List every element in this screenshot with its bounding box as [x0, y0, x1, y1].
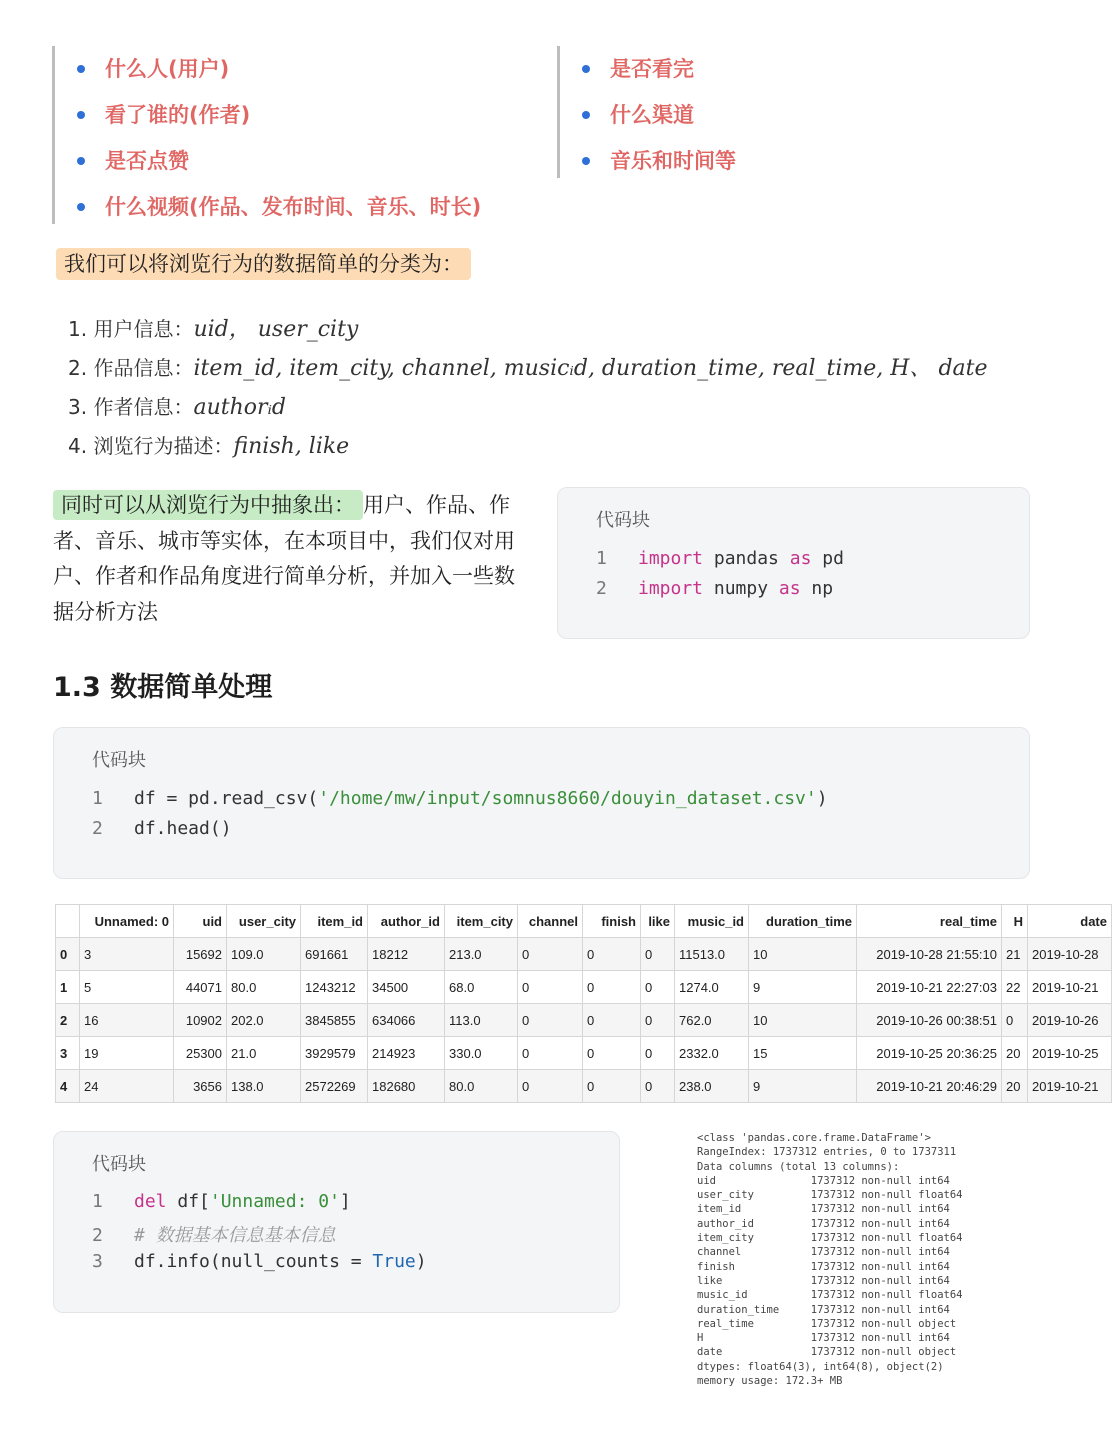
table-cell: 0 [518, 1070, 583, 1103]
category-item [68, 388, 988, 427]
code-line: 3 df.info(null_counts = True) [92, 1251, 427, 1272]
table-cell: 2019-10-21 [1028, 971, 1112, 1004]
bullet-dot-icon [582, 65, 590, 73]
code-block-title: 代码块 [92, 750, 146, 771]
info-line: finish 1737312 non-null int64 [697, 1260, 950, 1273]
bullet-item [560, 92, 736, 138]
info-line: user_city 1737312 non-null float64 [697, 1189, 963, 1202]
info-line: Data columns (total 13 columns): [697, 1160, 900, 1173]
table-cell: 2019-10-25 20:36:25 [857, 1037, 1002, 1070]
table-cell: 68.0 [445, 971, 518, 1004]
bullet-list-left [52, 46, 481, 224]
column-header: author_id [368, 905, 445, 938]
section-heading: 1.3 数据简单处理 [53, 672, 273, 703]
code-line: 1 df = pd.read_csv('/home/mw/input/somnus8660/douyin_dataset.csv') [92, 788, 828, 809]
bullet-text: 什么人(用户) [105, 57, 230, 81]
row-index: 2 [56, 1004, 80, 1037]
bullet-dot-icon [77, 111, 85, 119]
table-cell: 21 [1002, 938, 1028, 971]
table-cell: 0 [1002, 1004, 1028, 1037]
category-label: 4. 浏览行为描述： [68, 434, 234, 458]
column-header [56, 905, 80, 938]
bullet-item [55, 46, 481, 92]
info-line: like 1737312 non-null int64 [697, 1274, 950, 1287]
table-cell: 0 [583, 971, 641, 1004]
info-output [697, 1131, 963, 1388]
table-cell: 15 [749, 1037, 857, 1070]
table-cell: 0 [518, 1037, 583, 1070]
table-cell: 21.0 [227, 1037, 301, 1070]
bullet-dot-icon [582, 157, 590, 165]
column-header: H [1002, 905, 1028, 938]
table-cell: 634066 [368, 1004, 445, 1037]
category-heading-text: 我们可以将浏览行为的数据简单的分类为： [56, 248, 471, 280]
category-heading [56, 248, 471, 278]
bullet-text: 是否点赞 [105, 149, 189, 173]
table-cell: 182680 [368, 1070, 445, 1103]
table-cell: 2019-10-28 21:55:10 [857, 938, 1002, 971]
table-cell: 2572269 [301, 1070, 368, 1103]
table-row [56, 971, 1112, 1004]
bullet-text: 看了谁的(作者) [105, 103, 251, 127]
table-cell: 2019-10-26 [1028, 1004, 1112, 1037]
code-line: 1 import pandas as pd [596, 548, 844, 569]
category-list [68, 310, 988, 466]
table-cell: 22 [1002, 971, 1028, 1004]
table-cell: 34500 [368, 971, 445, 1004]
info-line: music_id 1737312 non-null float64 [697, 1289, 963, 1302]
table-cell: 15692 [174, 938, 227, 971]
category-label: 3. 作者信息： [68, 395, 194, 419]
category-item [68, 349, 988, 388]
abstract-text: 用户、作品、作者、音乐、城市等实体，在本项目中，我们仅对用户、作者和作品角度进行简单分析，并加入一些数据分析方法 [53, 493, 515, 624]
table-cell: 113.0 [445, 1004, 518, 1037]
table-cell: 18212 [368, 938, 445, 971]
info-line: item_id 1737312 non-null int64 [697, 1203, 950, 1216]
code-block-info [53, 1131, 620, 1313]
code-line: 2 # 数据基本信息基本信息 [92, 1225, 336, 1246]
table-cell: 0 [583, 1004, 641, 1037]
table-cell: 9 [749, 971, 857, 1004]
column-header: music_id [675, 905, 749, 938]
table-cell: 0 [583, 1070, 641, 1103]
bullet-text: 音乐和时间等 [610, 149, 736, 173]
bullet-text: 什么视频(作品、发布时间、音乐、时长) [105, 195, 482, 219]
column-header: duration_time [749, 905, 857, 938]
category-label: 1. 用户信息： [68, 317, 194, 341]
table-cell: 25300 [174, 1037, 227, 1070]
column-header: item_city [445, 905, 518, 938]
bullet-dot-icon [582, 111, 590, 119]
code-line: 2 df.head() [92, 818, 232, 839]
column-header: finish [583, 905, 641, 938]
column-header: uid [174, 905, 227, 938]
table-cell: 2332.0 [675, 1037, 749, 1070]
code-line: 2 import numpy as np [596, 578, 834, 599]
bullet-dot-icon [77, 65, 85, 73]
column-header: date [1028, 905, 1112, 938]
row-index: 1 [56, 971, 80, 1004]
table-cell: 24 [80, 1070, 174, 1103]
bullet-text: 是否看完 [610, 57, 694, 81]
code-block-read-csv [53, 727, 1030, 879]
table-cell: 0 [641, 1004, 675, 1037]
bullet-dot-icon [77, 203, 85, 211]
column-header: channel [518, 905, 583, 938]
info-line: H 1737312 non-null int64 [697, 1332, 950, 1345]
table-cell: 10 [749, 1004, 857, 1037]
table-cell: 2019-10-21 22:27:03 [857, 971, 1002, 1004]
abstract-paragraph [53, 488, 533, 630]
table-cell: 330.0 [445, 1037, 518, 1070]
table-cell: 2019-10-21 20:46:29 [857, 1070, 1002, 1103]
table-cell: 3929579 [301, 1037, 368, 1070]
bullet-list-right [557, 46, 736, 178]
table-cell: 10 [749, 938, 857, 971]
bullet-item [55, 184, 481, 230]
column-header: like [641, 905, 675, 938]
dataframe-table [55, 904, 1112, 1103]
info-line: dtypes: float64(3), int64(8), object(2) [697, 1360, 944, 1373]
table-cell: 0 [641, 938, 675, 971]
table-cell: 3656 [174, 1070, 227, 1103]
bullet-text: 什么渠道 [610, 103, 694, 127]
table-cell: 202.0 [227, 1004, 301, 1037]
table-cell: 0 [641, 971, 675, 1004]
table-cell: 0 [641, 1070, 675, 1103]
column-header: real_time [857, 905, 1002, 938]
table-cell: 20 [1002, 1037, 1028, 1070]
bullet-item [560, 46, 736, 92]
category-fields: finish, like [233, 434, 350, 459]
category-fields: item_id, item_city, channel, musicᵢd, duration_time, real_time, H、 date [193, 356, 988, 381]
info-line: RangeIndex: 1737312 entries, 0 to 1737311 [697, 1146, 957, 1159]
table-cell: 20 [1002, 1070, 1028, 1103]
table-cell: 16 [80, 1004, 174, 1037]
bullet-item [55, 138, 481, 184]
table-cell: 213.0 [445, 938, 518, 971]
row-index: 0 [56, 938, 80, 971]
table-cell: 2019-10-25 [1028, 1037, 1112, 1070]
info-line: channel 1737312 non-null int64 [697, 1246, 950, 1259]
table-cell: 0 [518, 938, 583, 971]
table-cell: 1243212 [301, 971, 368, 1004]
table-cell: 80.0 [445, 1070, 518, 1103]
table-cell: 109.0 [227, 938, 301, 971]
info-line: date 1737312 non-null object [697, 1346, 957, 1359]
table-cell: 0 [583, 1037, 641, 1070]
table-cell: 0 [641, 1037, 675, 1070]
table-cell: 9 [749, 1070, 857, 1103]
category-fields: uid， user_city [193, 317, 359, 342]
table-cell: 19 [80, 1037, 174, 1070]
category-item [68, 310, 988, 349]
category-fields: authorᵢd [193, 395, 287, 420]
table-cell: 0 [518, 971, 583, 1004]
table-row [56, 938, 1112, 971]
table-cell: 11513.0 [675, 938, 749, 971]
bullet-dot-icon [77, 157, 85, 165]
table-cell: 3 [80, 938, 174, 971]
row-index: 3 [56, 1037, 80, 1070]
code-block-imports [557, 487, 1030, 639]
table-row [56, 1070, 1112, 1103]
info-line: item_city 1737312 non-null float64 [697, 1232, 963, 1245]
bullet-item [560, 138, 736, 184]
code-line: 1 del df['Unnamed: 0'] [92, 1191, 351, 1212]
column-header: item_id [301, 905, 368, 938]
table-cell: 2019-10-28 [1028, 938, 1112, 971]
table-cell: 5 [80, 971, 174, 1004]
info-line: duration_time 1737312 non-null int64 [697, 1303, 950, 1316]
info-line: author_id 1737312 non-null int64 [697, 1217, 950, 1230]
table-cell: 238.0 [675, 1070, 749, 1103]
table-cell: 10902 [174, 1004, 227, 1037]
table-cell: 80.0 [227, 971, 301, 1004]
info-line: memory usage: 172.3+ MB [697, 1375, 843, 1388]
code-block-title: 代码块 [92, 1154, 146, 1175]
info-line: <class 'pandas.core.frame.DataFrame'> [697, 1132, 931, 1144]
table-cell: 2019-10-26 00:38:51 [857, 1004, 1002, 1037]
table-cell: 762.0 [675, 1004, 749, 1037]
category-label: 2. 作品信息： [68, 356, 194, 380]
row-index: 4 [56, 1070, 80, 1103]
column-header: Unnamed: 0 [80, 905, 174, 938]
column-header: user_city [227, 905, 301, 938]
info-line: uid 1737312 non-null int64 [697, 1174, 950, 1187]
abstract-highlight: 同时可以从浏览行为中抽象出： [53, 490, 363, 520]
table-cell: 44071 [174, 971, 227, 1004]
table-cell: 691661 [301, 938, 368, 971]
info-line: real_time 1737312 non-null object [697, 1317, 957, 1330]
table-cell: 0 [518, 1004, 583, 1037]
table-cell: 214923 [368, 1037, 445, 1070]
table-row [56, 1037, 1112, 1070]
table-cell: 3845855 [301, 1004, 368, 1037]
table-cell: 2019-10-21 [1028, 1070, 1112, 1103]
code-block-title: 代码块 [596, 510, 650, 531]
table-cell: 138.0 [227, 1070, 301, 1103]
bullet-item [55, 92, 481, 138]
category-item [68, 427, 988, 466]
table-row [56, 1004, 1112, 1037]
table-cell: 1274.0 [675, 971, 749, 1004]
table-cell: 0 [583, 938, 641, 971]
